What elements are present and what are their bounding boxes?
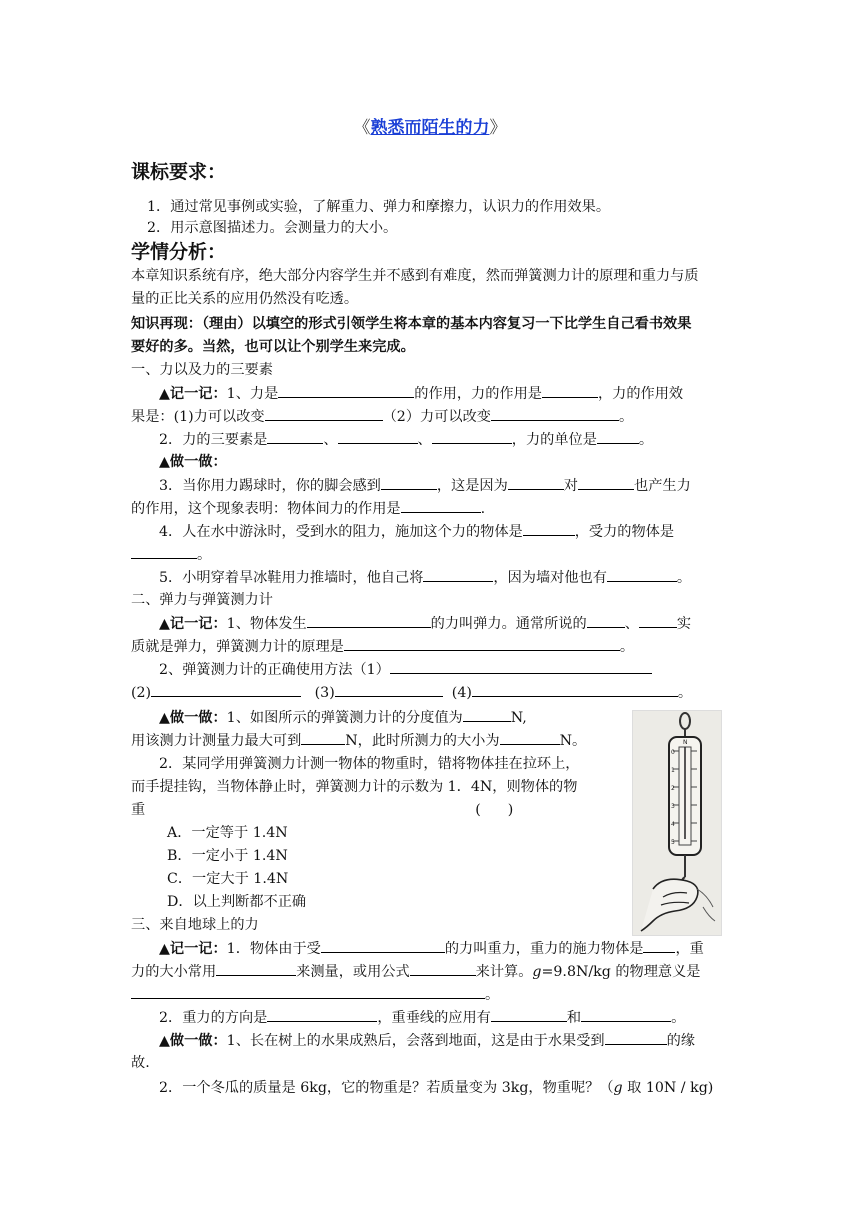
blank[interactable] bbox=[307, 613, 431, 628]
scale-tick-2: 2 bbox=[671, 785, 675, 792]
q3-line-2 bbox=[131, 498, 485, 519]
text: ，这是因为 bbox=[436, 478, 508, 494]
text: 1、物体发生 bbox=[226, 616, 307, 632]
text: N。 bbox=[559, 733, 587, 749]
text: ，重 bbox=[675, 941, 704, 957]
scale-tick-3: 3 bbox=[671, 803, 675, 810]
xueqing-line-1: 本章知识系统有序，绝大部分内容学生并不感到有难度，然而弹簧测力计的原理和重力与质 bbox=[131, 268, 699, 284]
blank[interactable] bbox=[344, 636, 620, 651]
section-1-heading: 一、力以及力的三要素 bbox=[131, 362, 273, 378]
zuoyizuo-label-1 bbox=[159, 452, 227, 472]
q3-line-1 bbox=[159, 475, 691, 496]
g1-line-3 bbox=[131, 984, 499, 1005]
text: 取 10N / kg) bbox=[622, 1080, 714, 1096]
blank[interactable] bbox=[410, 961, 476, 976]
text: 对 bbox=[563, 478, 578, 494]
text: 1、长在树上的水果成熟后，会落到地面，这是由于水果受到 bbox=[226, 1033, 605, 1049]
symbol-g: g bbox=[532, 964, 542, 980]
section-2-heading: 二、弹力与弹簧测力计 bbox=[131, 592, 273, 608]
text: 的力叫重力，重力的施力物体是 bbox=[444, 941, 644, 957]
t1-line-2 bbox=[131, 636, 634, 657]
blank[interactable] bbox=[639, 613, 677, 628]
zuoyizuo-label: ▲做一做： bbox=[159, 1033, 227, 1049]
q1-line-2 bbox=[131, 406, 633, 427]
heading-kebiao: 课标要求： bbox=[131, 161, 227, 183]
spring-scale-figure bbox=[632, 710, 722, 936]
blank[interactable] bbox=[423, 567, 493, 582]
text: 的力叫弹力。通常所说的 bbox=[430, 616, 587, 632]
option-c[interactable]: C．一定大于 1.4N bbox=[167, 871, 289, 887]
text: N，此时所测力的大小为 bbox=[345, 733, 500, 749]
blank[interactable] bbox=[278, 383, 414, 398]
t4-line-1: 2．某同学用弹簧测力计测一物体的物重时，错将物体挂在拉环上， bbox=[159, 756, 580, 772]
blank[interactable] bbox=[581, 1007, 671, 1022]
jiyiji-label: ▲记一记： bbox=[159, 616, 227, 632]
text: 质就是弹力，弹簧测力计的原理是 bbox=[131, 639, 344, 655]
blank[interactable] bbox=[131, 544, 197, 559]
text: 的缘 bbox=[666, 1033, 695, 1049]
text: 实 bbox=[676, 616, 692, 632]
text: 。 bbox=[671, 1010, 686, 1026]
text: 、 bbox=[624, 616, 639, 632]
answer-parentheses[interactable]: ( ) bbox=[475, 802, 514, 818]
blank[interactable] bbox=[381, 475, 437, 490]
text: ，重垂线的应用有 bbox=[377, 1010, 491, 1026]
scale-tick-0: 0 bbox=[671, 749, 675, 756]
heading-xueqing: 学情分析： bbox=[131, 241, 227, 263]
blank[interactable] bbox=[131, 984, 485, 999]
g4-line bbox=[159, 1078, 713, 1098]
blank[interactable] bbox=[390, 659, 652, 674]
zhishi-line-1: 知识再现：（理由）以填空的形式引领学生将本章的基本内容复习一下比学生自己看书效果 bbox=[131, 316, 692, 332]
blank[interactable] bbox=[301, 730, 345, 745]
jiyiji-label: ▲记一记： bbox=[159, 386, 227, 402]
text: 。 bbox=[677, 685, 693, 701]
text: 5．小明穿着旱冰鞋用力推墙时，他自己将 bbox=[159, 570, 424, 586]
text: 4．人在水中游泳时，受到水的阻力，施加这个力的物体是 bbox=[159, 524, 523, 540]
title-link[interactable]: 熟悉而陌生的力 bbox=[370, 118, 490, 138]
blank[interactable] bbox=[151, 682, 301, 697]
text: 。 bbox=[485, 987, 500, 1003]
blank[interactable] bbox=[265, 406, 383, 421]
blank[interactable] bbox=[643, 938, 675, 953]
t1-line-1 bbox=[159, 613, 691, 634]
blank[interactable] bbox=[267, 429, 323, 444]
g1-line-1 bbox=[159, 938, 704, 959]
t3-line-1 bbox=[159, 707, 527, 728]
blank[interactable] bbox=[605, 1030, 667, 1045]
jiyiji-label: ▲记一记： bbox=[159, 941, 227, 957]
g3-line-2: 故. bbox=[131, 1055, 150, 1071]
blank[interactable] bbox=[216, 961, 296, 976]
text: 、 bbox=[323, 432, 338, 448]
blank[interactable] bbox=[597, 429, 639, 444]
blank[interactable] bbox=[578, 475, 634, 490]
text: (2) bbox=[131, 685, 152, 701]
text: 。 bbox=[197, 547, 212, 563]
q4-line-1 bbox=[159, 521, 674, 542]
text: ，力的作用效 bbox=[597, 386, 684, 402]
text: 1．物体由于受 bbox=[226, 941, 321, 957]
text: . bbox=[480, 501, 486, 517]
text: 果是：(1)力可以改变 bbox=[131, 409, 265, 425]
option-a[interactable]: A．一定等于 1.4N bbox=[167, 825, 288, 841]
blank[interactable] bbox=[432, 429, 512, 444]
text: 来计算。 bbox=[475, 964, 533, 980]
blank[interactable] bbox=[587, 613, 625, 628]
zuoyizuo-label: ▲做一做： bbox=[159, 710, 227, 726]
blank[interactable] bbox=[463, 707, 511, 722]
symbol-g: g bbox=[613, 1080, 623, 1096]
blank[interactable] bbox=[401, 498, 481, 513]
blank[interactable] bbox=[491, 406, 619, 421]
blank[interactable] bbox=[472, 682, 678, 697]
scale-tick-4: 4 bbox=[671, 821, 675, 828]
blank[interactable] bbox=[508, 475, 564, 490]
text: (4) bbox=[451, 685, 472, 701]
q2-line bbox=[159, 429, 653, 450]
t2-line-1 bbox=[159, 659, 652, 680]
text: 1、力是 bbox=[226, 386, 279, 402]
text: 3．当你用力踢球时，你的脚会感到 bbox=[159, 478, 381, 494]
text: ，力的单位是 bbox=[511, 432, 597, 448]
t3-line-2 bbox=[131, 730, 586, 751]
blank[interactable] bbox=[338, 429, 418, 444]
kebiao-item-1: 1．通过常见事例或实验，了解重力、弹力和摩擦力，认识力的作用效果。 bbox=[147, 199, 611, 215]
title-bracket-open: 《 bbox=[353, 118, 371, 138]
q1-line-1 bbox=[159, 383, 683, 404]
t4-line-2: 而手提挂钩，当物体静止时，弹簧测力计的示数为 1．4N，则物体的物 bbox=[131, 779, 578, 795]
text: 。 bbox=[638, 432, 654, 448]
t4-line-3 bbox=[131, 800, 513, 820]
q5-line bbox=[159, 567, 691, 588]
text: 来测量，或用公式 bbox=[296, 964, 410, 980]
blank[interactable] bbox=[335, 682, 443, 697]
zuoyizuo-label: ▲做一做： bbox=[159, 454, 227, 470]
text: 和 bbox=[566, 1010, 582, 1026]
t2-line-2 bbox=[131, 682, 692, 703]
blank[interactable] bbox=[542, 383, 598, 398]
text: 1、如图所示的弹簧测力计的分度值为 bbox=[226, 710, 463, 726]
text: N, bbox=[510, 710, 527, 726]
option-d[interactable]: D．以上判断都不正确 bbox=[167, 894, 307, 910]
scale-tick-5: 5 bbox=[671, 839, 675, 846]
text: =9.8N/kg 的物理意义是 bbox=[541, 964, 701, 980]
zhishi-line-2: 要好的多。当然，也可以让个别学生来完成。 bbox=[131, 339, 415, 355]
blank[interactable] bbox=[491, 1007, 567, 1022]
text: 也产生力 bbox=[634, 478, 691, 494]
g1-line-2 bbox=[131, 961, 700, 982]
xueqing-line-2: 量的正比关系的应用仍然没有吃透。 bbox=[131, 291, 359, 307]
document-title bbox=[0, 117, 860, 139]
scale-tick-1: 1 bbox=[671, 767, 675, 774]
q4-line-2 bbox=[131, 544, 211, 565]
blank[interactable] bbox=[267, 1007, 377, 1022]
option-b[interactable]: B．一定小于 1.4N bbox=[167, 848, 288, 864]
text: ，因为墙对他也有 bbox=[493, 570, 607, 586]
g3-line-1 bbox=[159, 1030, 695, 1051]
text: 力的大小常用 bbox=[131, 964, 217, 980]
text: 的作用，这个现象表明：物体间力的作用是 bbox=[131, 501, 401, 517]
blank[interactable] bbox=[523, 521, 575, 536]
text: 2．重力的方向是 bbox=[159, 1010, 268, 1026]
text: ，受力的物体是 bbox=[574, 524, 675, 540]
title-bracket-close: 》 bbox=[489, 118, 507, 138]
text: 。 bbox=[676, 570, 692, 586]
text: （2）力可以改变 bbox=[382, 409, 491, 425]
text: 2．一个冬瓜的质量是 6kg，它的物重是？若质量变为 3kg，物重呢？（ bbox=[159, 1080, 614, 1096]
g2-line bbox=[159, 1007, 685, 1028]
text: (3) bbox=[314, 685, 335, 701]
text: 。 bbox=[619, 639, 635, 655]
spring-scale-icon bbox=[633, 711, 721, 935]
text: 的作用，力的作用是 bbox=[414, 386, 542, 402]
text: 、 bbox=[417, 432, 432, 448]
section-3-heading: 三、来自地球上的力 bbox=[131, 917, 259, 933]
text: 用该测力计测量力最大可到 bbox=[131, 733, 302, 749]
blank[interactable] bbox=[321, 938, 445, 953]
text: 。 bbox=[618, 409, 634, 425]
scale-unit-label: N bbox=[683, 739, 688, 746]
blank[interactable] bbox=[607, 567, 677, 582]
text: 2．力的三要素是 bbox=[159, 432, 268, 448]
kebiao-item-2: 2．用示意图描述力。会测量力的大小。 bbox=[147, 220, 398, 236]
text: 2、弹簧测力计的正确使用方法（1） bbox=[159, 662, 390, 678]
blank[interactable] bbox=[500, 730, 560, 745]
text: 重 bbox=[131, 802, 146, 818]
